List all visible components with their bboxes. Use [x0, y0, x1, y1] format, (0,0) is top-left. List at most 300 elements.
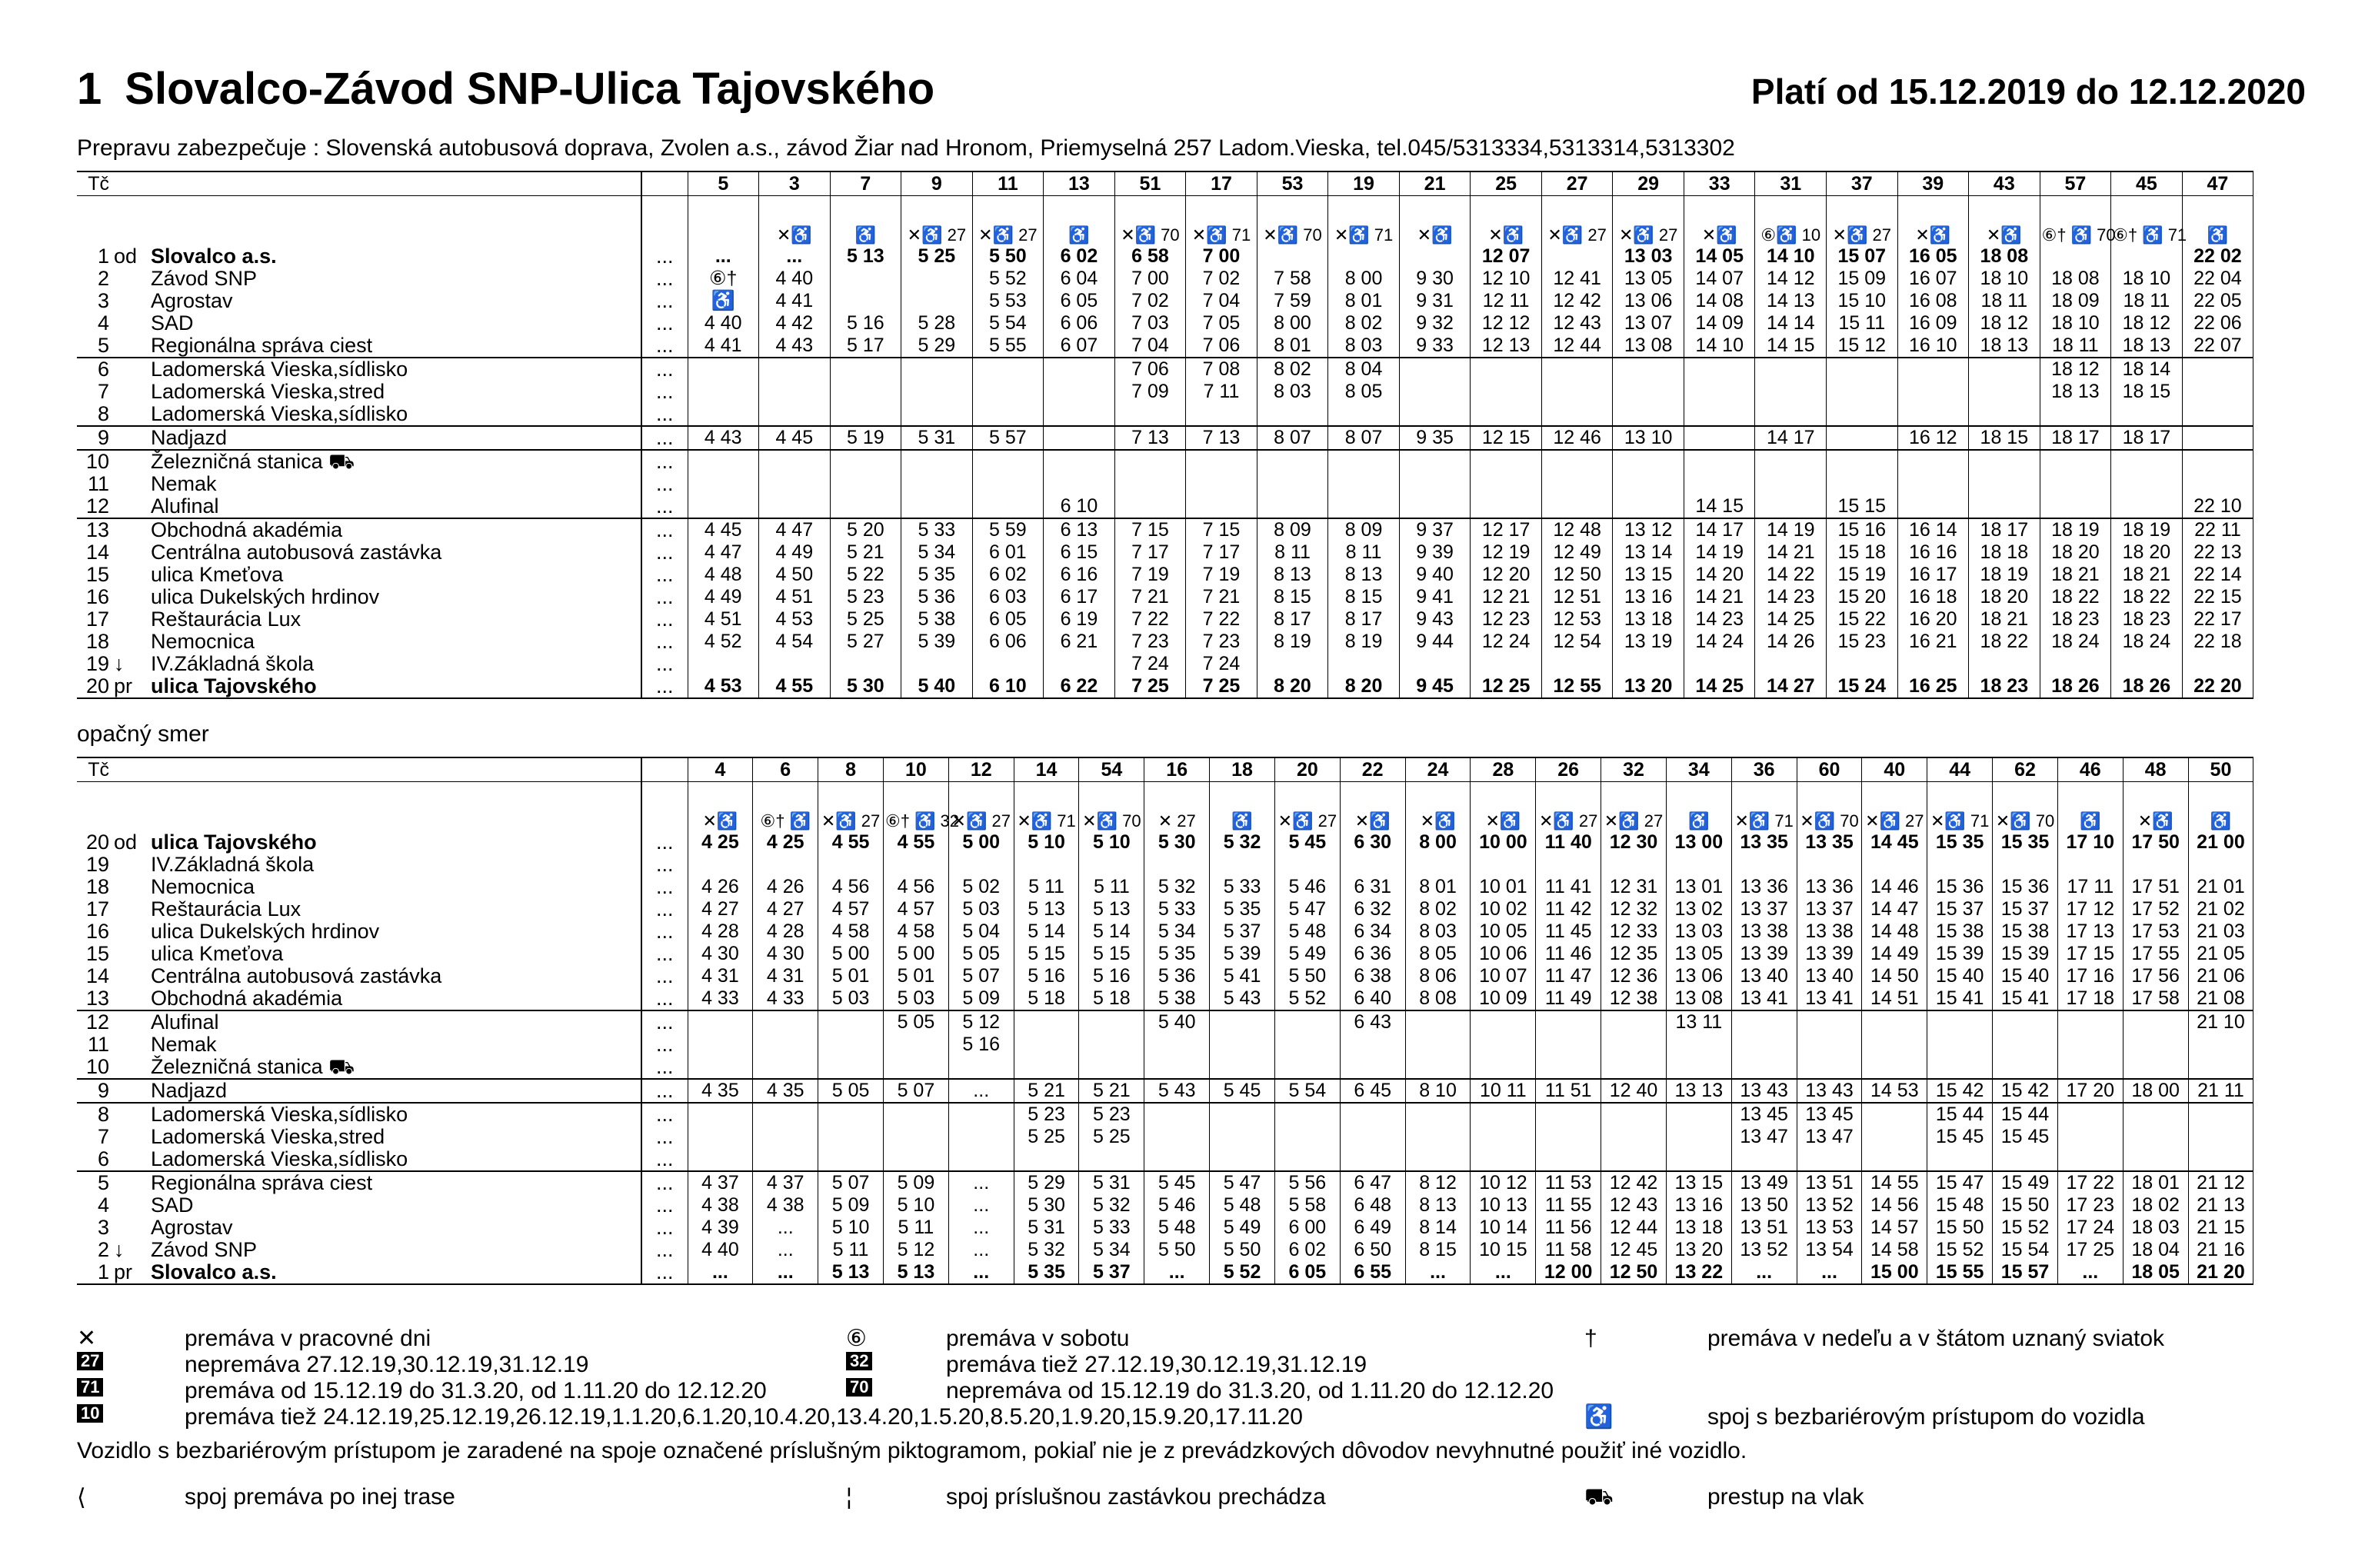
departure-time — [1731, 854, 1797, 876]
departure-time: 16 18 — [1897, 586, 1969, 608]
departure-time: 5 34 — [901, 541, 973, 564]
departure-time: 6 50 — [1340, 1239, 1405, 1261]
departure-time: 14 21 — [1684, 586, 1755, 608]
trip-symbols: ✕♿ — [1471, 782, 1536, 832]
departure-time: 15 41 — [1993, 987, 2058, 1010]
departure-time: 6 47 — [1340, 1171, 1405, 1194]
unused-column: ... — [641, 920, 688, 943]
unused-column: ... — [641, 450, 688, 473]
departure-time: 18 10 — [2040, 312, 2111, 335]
departure-time: 14 58 — [1862, 1239, 1927, 1261]
departure-time — [759, 450, 831, 473]
departure-time: 4 57 — [818, 898, 884, 920]
departure-time: 12 17 — [1471, 518, 1542, 541]
departure-time: 6 06 — [1044, 312, 1115, 335]
departure-time — [830, 403, 901, 426]
departure-time — [2057, 854, 2123, 876]
departure-time — [901, 268, 973, 290]
departure-time: 7 24 — [1114, 653, 1186, 675]
departure-time: 14 56 — [1862, 1194, 1927, 1217]
stop-order: 6 — [77, 358, 112, 381]
departure-time: 5 14 — [1079, 920, 1144, 943]
departure-time — [1927, 854, 1993, 876]
departure-time — [2182, 381, 2253, 403]
departure-time: 9 35 — [1399, 426, 1471, 450]
departure-time — [688, 1103, 753, 1126]
departure-time: 13 18 — [1666, 1217, 1731, 1239]
departure-time: 18 12 — [1969, 312, 2040, 335]
unused-column: ... — [641, 1126, 688, 1148]
departure-time — [972, 473, 1044, 495]
departure-time — [1827, 653, 1898, 675]
departure-time: 12 43 — [1541, 312, 1613, 335]
departure-time: 5 40 — [901, 675, 973, 698]
departure-time: 5 49 — [1210, 1217, 1275, 1239]
departure-time: 4 51 — [688, 608, 759, 631]
unused-column: ... — [641, 608, 688, 631]
departure-time: 8 15 — [1257, 586, 1328, 608]
stop-row — [77, 898, 2253, 920]
departure-time: 18 05 — [2123, 1261, 2188, 1284]
trip-number: 22 — [1340, 757, 1405, 782]
departure-time: 8 03 — [1405, 920, 1471, 943]
departure-time: 15 52 — [1993, 1217, 2058, 1239]
stop-name: Nemak — [149, 473, 641, 495]
departure-time — [1797, 1056, 1862, 1079]
departure-time: 18 22 — [1969, 631, 2040, 653]
departure-time — [1186, 495, 1257, 518]
stop-order: 1 — [97, 245, 109, 268]
departure-time: 18 14 — [2111, 358, 2183, 381]
departure-time: 13 06 — [1613, 290, 1684, 312]
departure-time: 14 13 — [1755, 290, 1827, 312]
departure-time — [1471, 1103, 1536, 1126]
departure-time: 14 08 — [1684, 290, 1755, 312]
stop-name: Regionálna správa ciest — [149, 335, 641, 358]
departure-time: 14 46 — [1862, 876, 1927, 898]
departure-time: 13 19 — [1613, 631, 1684, 653]
departure-time: 22 02 — [2182, 245, 2253, 268]
departure-time — [688, 1126, 753, 1148]
departure-time — [688, 473, 759, 495]
stop-order: 18 — [85, 630, 109, 653]
departure-time — [1666, 1034, 1731, 1056]
departure-time: 12 44 — [1601, 1217, 1667, 1239]
departure-time: 5 10 — [883, 1194, 948, 1217]
stop-name: IV.Základná škola — [149, 653, 641, 675]
departure-time — [1079, 1034, 1144, 1056]
departure-time: 15 52 — [1927, 1239, 1993, 1261]
departure-time: 18 19 — [2111, 518, 2183, 541]
departure-time — [901, 358, 973, 381]
departure-time: 18 17 — [2040, 426, 2111, 450]
unused-column: ... — [641, 312, 688, 335]
departure-time: 5 47 — [1274, 898, 1340, 920]
departure-time: 5 30 — [830, 675, 901, 698]
departure-time: 4 45 — [759, 426, 831, 450]
direction-mark: pr — [112, 675, 149, 698]
departure-time: 14 55 — [1862, 1171, 1927, 1194]
departure-time: 17 56 — [2123, 965, 2188, 987]
unused-column: ... — [641, 290, 688, 312]
departure-time: 4 53 — [759, 608, 831, 631]
trip-symbols: ⑥† ♿ 71 — [2111, 196, 2183, 246]
departure-time — [818, 854, 884, 876]
trip-symbols: ✕♿ — [759, 196, 831, 246]
departure-time: 18 04 — [2123, 1239, 2188, 1261]
unused-column: ... — [641, 965, 688, 987]
trip-number: 57 — [2040, 171, 2111, 196]
trip-symbols: ⑥♿ 10 — [1755, 196, 1827, 246]
departure-time: 8 00 — [1405, 831, 1471, 854]
departure-time: 4 26 — [688, 876, 753, 898]
departure-time: 5 20 — [830, 518, 901, 541]
departure-time: 8 05 — [1328, 381, 1400, 403]
departure-time — [1014, 1148, 1079, 1171]
passes-icon: ¦ — [846, 1484, 852, 1510]
departure-time: 14 27 — [1755, 675, 1827, 698]
departure-time: 15 07 — [1827, 245, 1898, 268]
departure-time: 5 38 — [901, 608, 973, 631]
stop-order: 2 — [97, 1238, 109, 1261]
trip-number: 60 — [1797, 757, 1862, 782]
departure-time: 21 16 — [2188, 1239, 2253, 1261]
departure-time — [1536, 1056, 1601, 1079]
trip-number: 45 — [2111, 171, 2183, 196]
departure-time: 17 18 — [2057, 987, 2123, 1010]
departure-time: 4 33 — [753, 987, 818, 1010]
departure-time: 4 31 — [753, 965, 818, 987]
departure-time — [1897, 495, 1969, 518]
trip-symbols: ✕♿ 70 — [1114, 196, 1186, 246]
trip-number: 46 — [2057, 757, 2123, 782]
stop-row — [77, 381, 2253, 403]
departure-time: 13 41 — [1797, 987, 1862, 1010]
departure-time: 12 32 — [1601, 898, 1667, 920]
stop-row — [77, 653, 2253, 675]
legend-train: prestup na vlak — [1707, 1484, 1864, 1510]
departure-time: 17 50 — [2123, 831, 2188, 854]
departure-time: 4 57 — [883, 898, 948, 920]
departure-time: 7 00 — [1114, 268, 1186, 290]
unused-column: ... — [641, 1079, 688, 1103]
departure-time: 5 50 — [1210, 1239, 1275, 1261]
departure-time: 5 29 — [901, 335, 973, 358]
departure-time: 6 48 — [1340, 1194, 1405, 1217]
stop-order: 4 — [97, 311, 109, 335]
departure-time: 15 48 — [1927, 1194, 1993, 1217]
departure-time: 13 15 — [1666, 1171, 1731, 1194]
departure-time: 18 24 — [2040, 631, 2111, 653]
direction-mark — [112, 450, 149, 473]
departure-time: 5 31 — [901, 426, 973, 450]
trip-number: 7 — [830, 171, 901, 196]
departure-time — [1969, 381, 2040, 403]
departure-time — [1328, 495, 1400, 518]
departure-time: 8 04 — [1328, 358, 1400, 381]
departure-time — [1666, 1056, 1731, 1079]
departure-time: ... — [1405, 1261, 1471, 1284]
departure-time: 18 22 — [2040, 586, 2111, 608]
departure-time — [1274, 1126, 1340, 1148]
departure-time: 13 05 — [1613, 268, 1684, 290]
departure-time: 18 11 — [2111, 290, 2183, 312]
departure-time: 15 36 — [1927, 876, 1993, 898]
departure-time: 8 11 — [1328, 541, 1400, 564]
departure-time: 5 48 — [1210, 1194, 1275, 1217]
trip-number: 36 — [1731, 757, 1797, 782]
departure-time: 7 11 — [1186, 381, 1257, 403]
departure-time: 17 58 — [2123, 987, 2188, 1010]
departure-time — [1755, 495, 1827, 518]
departure-time: 5 38 — [1144, 987, 1210, 1010]
stop-order: 13 — [85, 987, 109, 1010]
trip-symbols: ✕♿ — [2123, 782, 2188, 832]
departure-time — [1114, 403, 1186, 426]
departure-time: 5 37 — [1210, 920, 1275, 943]
stop-name: Nadjazd — [149, 1079, 641, 1103]
departure-time: 22 13 — [2182, 541, 2253, 564]
departure-time: 17 53 — [2123, 920, 2188, 943]
departure-time: 18 03 — [2123, 1217, 2188, 1239]
trip-number: 19 — [1328, 171, 1400, 196]
departure-time: 12 00 — [1536, 1261, 1601, 1284]
trip-symbols: ✕♿ — [1969, 196, 2040, 246]
departure-time: 13 20 — [1666, 1239, 1731, 1261]
departure-time — [1471, 473, 1542, 495]
departure-time: 12 07 — [1471, 245, 1542, 268]
departure-time: 13 03 — [1613, 245, 1684, 268]
legend-10: premáva tiež 24.12.19,25.12.19,26.12.19,1.1.20,6.1.20,10.4.20,13.4.20,1.5.20,8.5.20,1.9.20,15.9.20,17.11.20 — [185, 1404, 1303, 1430]
departure-time: 5 32 — [1210, 831, 1275, 854]
departure-time — [1399, 245, 1471, 268]
trip-number: 51 — [1114, 171, 1186, 196]
departure-time — [972, 495, 1044, 518]
trip-symbols: ✕♿ 27 — [1613, 196, 1684, 246]
direction-mark — [112, 965, 149, 987]
departure-time: 8 13 — [1328, 564, 1400, 586]
stop-order: 15 — [85, 563, 109, 586]
departure-time — [1210, 1034, 1275, 1056]
stop-order: 5 — [77, 1171, 112, 1194]
departure-time: 11 56 — [1536, 1217, 1601, 1239]
direction-mark — [112, 312, 149, 335]
departure-time — [1897, 450, 1969, 473]
departure-time: 8 07 — [1328, 426, 1400, 450]
departure-time: 5 59 — [972, 518, 1044, 541]
departure-time: 6 34 — [1340, 920, 1405, 943]
direction-mark — [112, 1171, 149, 1194]
departure-time — [2057, 1034, 2123, 1056]
stop-order: 13 — [77, 518, 112, 541]
departure-time: 13 02 — [1666, 898, 1731, 920]
departure-time: 5 05 — [948, 943, 1014, 965]
departure-time: 16 14 — [1897, 518, 1969, 541]
departure-time — [1862, 1148, 1927, 1171]
departure-time: 14 24 — [1684, 631, 1755, 653]
departure-time — [1993, 854, 2058, 876]
departure-time: 15 00 — [1862, 1261, 1927, 1284]
departure-time: 5 31 — [1079, 1171, 1144, 1194]
departure-time — [830, 381, 901, 403]
departure-time: 5 30 — [1144, 831, 1210, 854]
departure-time: 13 37 — [1797, 898, 1862, 920]
departure-time: 5 12 — [948, 1010, 1014, 1034]
departure-time: 5 25 — [1014, 1126, 1079, 1148]
direction-mark — [112, 943, 149, 965]
stop-row — [77, 403, 2253, 426]
departure-time — [2182, 653, 2253, 675]
departure-time — [948, 1148, 1014, 1171]
departure-time — [1405, 1034, 1471, 1056]
departure-time — [948, 1103, 1014, 1126]
departure-time: 5 03 — [818, 987, 884, 1010]
departure-time — [1399, 653, 1471, 675]
departure-time: 4 28 — [688, 920, 753, 943]
legend-27: nepremáva 27.12.19,30.12.19,31.12.19 — [185, 1352, 589, 1377]
departure-time: 7 24 — [1186, 653, 1257, 675]
departure-time: 15 42 — [1993, 1079, 2058, 1103]
trip-symbols: ✕♿ — [1399, 196, 1471, 246]
departure-time — [830, 450, 901, 473]
departure-time — [1471, 450, 1542, 473]
departure-time — [1340, 854, 1405, 876]
stop-name: SAD — [149, 312, 641, 335]
departure-time: 5 13 — [1014, 898, 1079, 920]
departure-time: 13 53 — [1797, 1217, 1862, 1239]
departure-time: 13 00 — [1666, 831, 1731, 854]
trip-symbols: ✕♿ 27 — [1274, 782, 1340, 832]
departure-time: 14 45 — [1862, 831, 1927, 854]
departure-time: 13 43 — [1731, 1079, 1797, 1103]
departure-time — [1328, 653, 1400, 675]
stop-name: Agrostav — [149, 1217, 641, 1239]
departure-time: 8 00 — [1257, 312, 1328, 335]
departure-time: 12 45 — [1601, 1239, 1667, 1261]
departure-time: 6 19 — [1044, 608, 1115, 631]
departure-time: 6 04 — [1044, 268, 1115, 290]
departure-time: 5 07 — [818, 1171, 884, 1194]
stop-order: 20 — [85, 831, 109, 854]
departure-time — [1114, 473, 1186, 495]
trip-symbols: ✕♿ 27 — [1541, 196, 1613, 246]
departure-time: 13 18 — [1613, 608, 1684, 631]
departure-time: ... — [753, 1261, 818, 1284]
unused-column: ... — [641, 564, 688, 586]
unused-column: ... — [641, 268, 688, 290]
trip-number: 21 — [1399, 171, 1471, 196]
departure-time: 17 51 — [2123, 876, 2188, 898]
departure-time — [972, 653, 1044, 675]
departure-time: 14 25 — [1684, 675, 1755, 698]
departure-time: 4 26 — [753, 876, 818, 898]
stop-order: 20 — [77, 675, 112, 698]
departure-time: 22 15 — [2182, 586, 2253, 608]
departure-time — [688, 495, 759, 518]
departure-time: 13 11 — [1666, 1010, 1731, 1034]
departure-time: 7 08 — [1186, 358, 1257, 381]
departure-time: 22 10 — [2182, 495, 2253, 518]
trip-symbols: ⑥† ♿ — [753, 782, 818, 832]
direction-mark — [112, 290, 149, 312]
departure-time — [830, 473, 901, 495]
opposite-direction-label: opačný smer — [77, 721, 209, 747]
trip-number: 27 — [1541, 171, 1613, 196]
departure-time — [901, 473, 973, 495]
departure-time: 12 44 — [1541, 335, 1613, 358]
departure-time — [1044, 426, 1115, 450]
departure-time — [2182, 473, 2253, 495]
departure-time: ... — [948, 1171, 1014, 1194]
departure-time: 5 28 — [901, 312, 973, 335]
departure-time — [1755, 358, 1827, 381]
legend-sunday: premáva v nedeľu a v štátom uznaný sviatok — [1707, 1326, 2165, 1351]
departure-time: 8 01 — [1405, 876, 1471, 898]
departure-time: 7 04 — [1114, 335, 1186, 358]
departure-time — [1257, 473, 1328, 495]
departure-time — [1328, 245, 1400, 268]
departure-time: 11 55 — [1536, 1194, 1601, 1217]
departure-time — [1797, 854, 1862, 876]
departure-time: 10 02 — [1471, 898, 1536, 920]
departure-time — [753, 1010, 818, 1034]
accessibility-note: Vozidlo s bezbariérovým prístupom je zaradené na spoje označené príslušným piktogramom, pokiaľ nie je z prevádzkových dôvodov nevyhnutné použiť iné vozidlo. — [77, 1438, 1747, 1463]
departure-time — [759, 358, 831, 381]
pictogram-27: 27 — [77, 1352, 103, 1370]
stop-order: 4 — [97, 1193, 109, 1217]
stop-name: SAD — [149, 1194, 641, 1217]
departure-time: 13 52 — [1731, 1239, 1797, 1261]
departure-time: 4 25 — [753, 831, 818, 854]
departure-time — [1471, 1056, 1536, 1079]
trip-number: 4 — [688, 757, 753, 782]
departure-time — [1969, 653, 2040, 675]
validity-period: Platí od 15.12.2019 do 12.12.2020 — [1750, 72, 2306, 112]
departure-time: 5 13 — [830, 245, 901, 268]
departure-time: 18 21 — [1969, 608, 2040, 631]
departure-time — [830, 495, 901, 518]
departure-time: 14 19 — [1684, 541, 1755, 564]
departure-time: 7 02 — [1186, 268, 1257, 290]
departure-time — [1144, 1126, 1210, 1148]
departure-time: 5 39 — [1210, 943, 1275, 965]
departure-time — [1897, 403, 1969, 426]
departure-time: 5 32 — [1079, 1194, 1144, 1217]
departure-time: 18 17 — [1969, 518, 2040, 541]
trip-number: 37 — [1827, 171, 1898, 196]
unused-column: ... — [641, 831, 688, 854]
departure-time: 5 13 — [818, 1261, 884, 1284]
departure-time: 5 47 — [1210, 1171, 1275, 1194]
legend-70: nepremáva od 15.12.19 do 31.3.20, od 1.11.20 do 12.12.20 — [946, 1378, 1554, 1403]
inbound-timetable — [77, 757, 2253, 1285]
departure-time: 18 21 — [2040, 564, 2111, 586]
departure-time — [1541, 358, 1613, 381]
operator-info: Prepravu zabezpečuje : Slovenská autobusová doprava, Zvolen a.s., závod Žiar nad Hronom, Priemyselná 257 Ladom.Vieska, tel.045/5313334,5313314,5313302 — [77, 135, 1735, 161]
departure-time: 15 38 — [1927, 920, 1993, 943]
departure-time: 8 10 — [1405, 1079, 1471, 1103]
trip-symbols: ♿ — [830, 196, 901, 246]
departure-time: 21 10 — [2188, 1010, 2253, 1034]
departure-time: 9 43 — [1399, 608, 1471, 631]
stop-name: Ladomerská Vieska,sídlisko — [149, 1103, 641, 1126]
departure-time: 5 00 — [883, 943, 948, 965]
departure-time — [830, 358, 901, 381]
departure-time: 9 32 — [1399, 312, 1471, 335]
departure-time: 5 11 — [1079, 876, 1144, 898]
departure-time — [1405, 1103, 1471, 1126]
departure-time: 6 05 — [1274, 1261, 1340, 1284]
